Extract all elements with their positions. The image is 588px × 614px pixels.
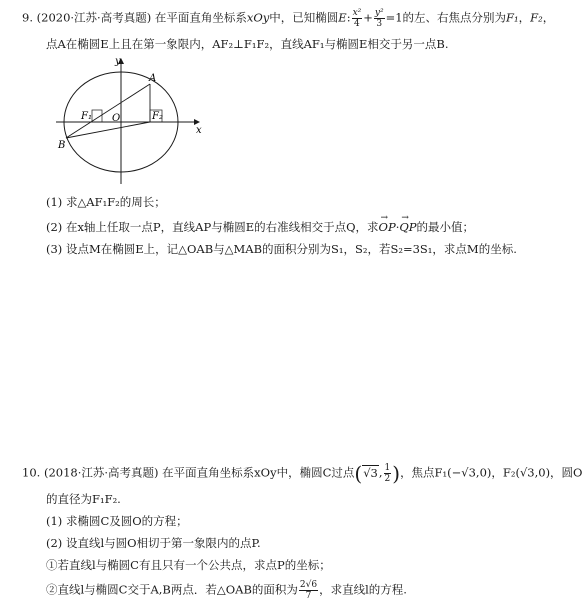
q9-f1: F₁ xyxy=(506,10,519,25)
q9-frac-x xyxy=(352,8,363,29)
q9-sub2 xyxy=(46,219,474,235)
q10-sqrt3: √3 xyxy=(363,465,378,480)
q10-stem-line2: 的直径为F₁F₂. xyxy=(46,492,121,506)
q9-sub2-text: (2) 在x轴上任取一点P，直线AP与椭圆E的右准线相交于点Q，求 xyxy=(46,220,379,234)
label-o: O xyxy=(112,113,121,124)
q9-text: 中，已知椭圆 xyxy=(269,10,339,25)
q10-sub2-2-tail: ，求直线l的方程. xyxy=(319,582,407,597)
q10-sub2-2 xyxy=(46,580,407,601)
q9-plus: + xyxy=(363,10,373,25)
q9-stem-line2: 点A在椭圆E上且在第一象限内，AF₂⊥F₁F₂，直线AF₁与椭圆E相交于另一点B. xyxy=(46,37,449,51)
q9-sub3: (3) 设点M在椭圆E上，记△OAB与△MAB的面积分别为S₁，S₂，若S₂=3S₁，求点M的坐标. xyxy=(46,242,517,256)
q9-stem-line1 xyxy=(22,8,554,29)
q9-comma: ， xyxy=(518,10,531,25)
q9-frac-x-num: x² xyxy=(352,8,362,18)
q10-number: 10. xyxy=(22,465,41,480)
vector-op: → OP xyxy=(379,219,396,235)
q10-sub1: (1) 求椭圆C及圆O的方程； xyxy=(46,514,188,528)
q9-ellipse-figure xyxy=(54,56,214,188)
vector-qp: → QP xyxy=(399,219,416,235)
q10-area-den: 7 xyxy=(305,591,312,601)
q9-ellipse-name: E xyxy=(338,10,347,25)
q10-area-num: 2√6 xyxy=(299,580,318,590)
q10-text: 在平面直角坐标系xOy中，椭圆C过点 xyxy=(162,465,355,480)
q9-source: (2020·江苏·高考真题) xyxy=(36,10,152,25)
q9-comma: ， xyxy=(542,10,555,25)
q10-sub2-1: ①若直线l与椭圆C有且只有一个公共点，求点P的坐标； xyxy=(46,558,331,572)
q9-frac-x-den: 4 xyxy=(354,19,360,29)
q9-f2: F₂ xyxy=(530,10,543,25)
q10-area-frac xyxy=(299,580,318,601)
q9-text: =1的左、右焦点分别为 xyxy=(385,10,507,25)
label-f1: F₁ xyxy=(81,111,92,122)
label-a: A xyxy=(149,73,157,84)
q9-colon: : xyxy=(346,10,351,25)
q9-frac-y xyxy=(374,8,385,29)
q9-number: 9. xyxy=(22,10,33,25)
label-x: x xyxy=(196,125,202,136)
q10-source: (2018·江苏·高考真题) xyxy=(43,465,159,480)
q10-frac-half xyxy=(384,463,392,484)
label-y: y xyxy=(115,56,121,67)
q10-frac-den: 2 xyxy=(384,474,391,484)
q10-text: ，焦点F₁(−√3,0)，F₂(√3,0)，圆O xyxy=(400,465,583,480)
label-f2: F₂ xyxy=(152,111,163,122)
q9-xoy: xOy xyxy=(246,10,270,25)
q10-sub2: (2) 设直线l与圆O相切于第一象限内的点P. xyxy=(46,536,261,550)
q10-sub2-2-text: ②直线l与椭圆C交于A,B两点．若△OAB的面积为 xyxy=(46,582,298,597)
q10-paren: ) xyxy=(392,461,401,486)
q9-frac-y-den: 3 xyxy=(376,19,383,29)
q10-paren: ( xyxy=(354,461,363,486)
q10-comma: , xyxy=(378,465,383,480)
q9-text: 在平面直角坐标系 xyxy=(154,10,247,25)
q9-sub1: (1) 求△AF₁F₂的周长； xyxy=(46,195,166,209)
q9-sub2-tail: 的最小值； xyxy=(416,220,475,234)
label-b: B xyxy=(58,140,66,151)
q10-stem-line1 xyxy=(22,463,582,484)
q10-frac-num: 1 xyxy=(384,463,391,473)
q9-frac-y-num: y² xyxy=(374,8,384,18)
dot-product: · xyxy=(395,220,400,234)
